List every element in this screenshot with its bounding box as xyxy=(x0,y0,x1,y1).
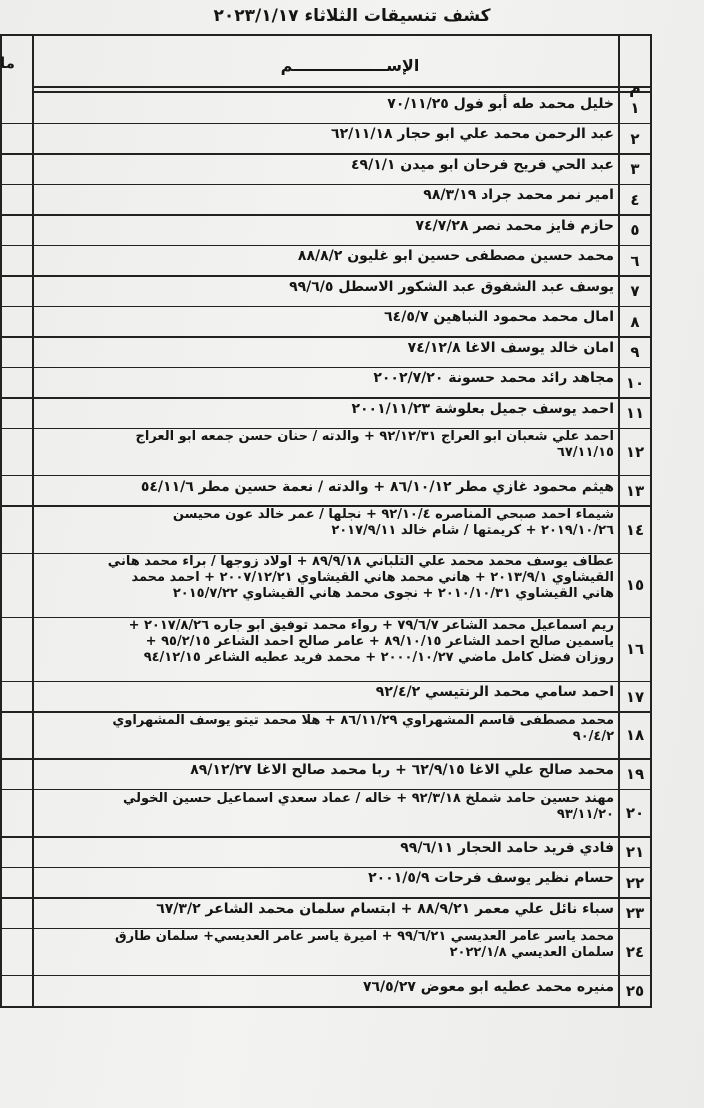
header-divider xyxy=(32,86,650,88)
row-number-cell: ٢٤ xyxy=(625,942,645,961)
table-row xyxy=(0,245,652,275)
row-name-cell xyxy=(34,712,618,759)
row-name-line: ٢٠١٩/١٠/٢٦ + كريمتها / شام خالد ٢٠١٧/٩/١١ xyxy=(331,523,614,539)
row-name-line: محمد مصطفى قاسم المشهراوي ٨٦/١١/٢٩ + هلا محمد تيتو يوسف المشهراوي xyxy=(112,712,614,728)
row-name-line: امال محمد محمود النباهين ٦٤/٥/٧ xyxy=(384,309,614,326)
row-name-line: مجاهد رائد محمد حسونة ٢٠٠٢/٧/٢٠ xyxy=(373,370,614,387)
row-name-line: هاني القيشاوي ٢٠١٠/١٠/٣١ + نجوى محمد هاني القيشاوي ٢٠١٥/٧/٢٢ xyxy=(172,586,614,602)
row-number-cell: ٢٥ xyxy=(625,981,645,1000)
row-number-cell: ٧ xyxy=(630,282,640,301)
row-name-line: ٦٧/١١/١٥ xyxy=(556,445,614,461)
row-number-cell: ١٥ xyxy=(625,576,645,595)
table-row xyxy=(0,506,652,553)
row-name-line: محمد ياسر عامر العديسي ٩٩/٦/٢١ + اميرة ياسر عامر العديسي+ سلمان طارق xyxy=(115,929,614,945)
table-row xyxy=(0,215,652,245)
row-name-cell xyxy=(34,759,618,789)
table-row xyxy=(0,154,652,184)
table-row xyxy=(0,976,652,1006)
row-name-cell xyxy=(34,398,618,428)
row-name-cell xyxy=(34,276,618,306)
name-column-header: الإســـــــــــــــــم xyxy=(280,56,420,75)
row-name-line: روزان فضل كامل ماضي ٢٠٠٠/١٠/٢٧ + محمد فريد عطيه الشاعر ٩٤/١٢/١٥ xyxy=(143,650,614,666)
row-name-cell xyxy=(34,976,618,1006)
row-name-cell xyxy=(34,245,618,275)
table-row xyxy=(0,928,652,975)
row-name-line: احمد سامي محمد الرنتيسي ٩٢/٤/٢ xyxy=(375,684,614,701)
row-name-cell xyxy=(34,867,618,897)
row-name-cell xyxy=(34,184,618,214)
row-number-cell: ١ xyxy=(630,99,640,118)
row-name-cell xyxy=(34,428,618,475)
row-number-cell: ١٤ xyxy=(625,520,645,539)
row-name-line: منيره محمد عطيه ابو معوض ٧٦/٥/٢٧ xyxy=(362,978,614,995)
row-number-cell: ١٠ xyxy=(625,373,645,392)
row-number-cell: ١٣ xyxy=(625,481,645,500)
row-name-cell xyxy=(34,790,618,837)
row-name-cell xyxy=(34,367,618,397)
table-row xyxy=(0,123,652,153)
row-name-line: احمد علي شعبان ابو العراج ٩٢/١٢/٣١ + والدته / حنان حسن جمعه ابو العراج xyxy=(135,429,614,445)
row-name-line: شيماء احمد صبحي المناصره ٩٢/١٠/٤ + نجلها / عمر خالد عون محيسن xyxy=(172,507,614,523)
extra-column-header: ما xyxy=(0,54,15,72)
row-name-cell xyxy=(34,681,618,711)
table-row xyxy=(0,93,652,123)
table-row xyxy=(0,398,652,428)
row-number-cell: ٨ xyxy=(630,312,640,331)
table-row xyxy=(0,617,652,681)
row-number-cell: ٢١ xyxy=(625,843,645,862)
row-name-line: محمد حسين مصطفى حسين ابو غليون ٨٨/٨/٢ xyxy=(297,248,614,265)
row-name-cell xyxy=(34,337,618,367)
table-row xyxy=(0,790,652,837)
row-name-line: خليل محمد طه أبو فول ٧٠/١١/٢٥ xyxy=(387,96,614,112)
row-name-cell xyxy=(34,506,618,553)
row-name-cell xyxy=(34,306,618,336)
row-name-cell xyxy=(34,123,618,153)
row-name-cell xyxy=(34,553,618,617)
row-name-line: هيثم محمود غازي مطر ٨٦/١٠/١٢ + والدته / نعمة حسين مطر ٥٤/١١/٦ xyxy=(140,478,614,495)
table-row xyxy=(0,837,652,867)
row-name-line: فادي فريد حامد الحجار ٩٩/٦/١١ xyxy=(400,839,614,856)
table-row xyxy=(0,759,652,789)
row-name-line: محمد صالح علي الاغا ٦٢/٩/١٥ + ربا محمد صالح الاغا ٨٩/١٢/٢٧ xyxy=(190,762,614,779)
row-name-cell xyxy=(34,898,618,928)
row-name-line: امان خالد يوسف الاغا ٧٤/١٢/٨ xyxy=(407,339,614,356)
row-name-line: امير نمر محمد جراد ٩٨/٣/١٩ xyxy=(423,187,614,204)
table-row xyxy=(0,867,652,897)
row-name-cell xyxy=(34,154,618,184)
row-number-cell: ١٩ xyxy=(625,765,645,784)
row-number-cell: ٤ xyxy=(630,190,640,209)
row-name-line: ياسمين صالح احمد الشاعر ٨٩/١٠/١٥ + عامر صالح احمد الشاعر ٩٥/٢/١٥ + xyxy=(145,634,614,650)
row-name-line: سباء نائل علي معمر ٨٨/٩/٢١ + ابتسام سلمان محمد الشاعر ٦٧/٣/٢ xyxy=(156,900,614,917)
row-name-line: ريم اسماعيل محمد الشاعر ٧٩/٦/٧ + رواء محمد توفيق ابو جاره ٢٠١٧/٨/٢٦ + xyxy=(128,618,614,634)
row-name-line: عبد الرحمن محمد علي ابو حجار ٦٢/١١/١٨ xyxy=(331,126,614,143)
row-number-cell: ٢ xyxy=(630,129,640,148)
row-name-line: مهند حسين حامد شملخ ٩٢/٣/١٨ + خاله / عماد سعدي اسماعيل حسين الخولي xyxy=(123,790,614,806)
row-name-cell xyxy=(34,928,618,975)
row-name-cell xyxy=(34,93,618,123)
row-number-cell: ٩ xyxy=(630,343,640,362)
table-row xyxy=(0,428,652,475)
row-name-line: حازم فايز محمد نصر ٧٤/٧/٢٨ xyxy=(415,217,614,234)
row-name-line: سلمان العديسي ٢٠٢٢/١/٨ xyxy=(449,945,614,961)
row-name-line: عطاف يوسف محمد محمد علي التلباني ٨٩/٩/١٨ + اولاد زوجها / براء محمد هاني xyxy=(107,554,614,570)
row-name-line: عبد الحي فريح فرحان ابو ميدن ٤٩/١/١ xyxy=(351,156,614,173)
table-row xyxy=(0,553,652,617)
row-number-cell: ١٦ xyxy=(625,640,645,659)
row-number-cell: ١٨ xyxy=(625,726,645,745)
row-name-cell xyxy=(34,215,618,245)
row-number-cell: ١١ xyxy=(625,404,645,423)
row-number-cell: ٢٢ xyxy=(625,873,645,892)
row-name-line: القيشاوي ٢٠١٣/٩/١ + هاني محمد هاني القيشاوي ٢٠٠٧/١٢/٢١ + احمد محمد xyxy=(131,570,614,586)
table-row xyxy=(0,337,652,367)
table-row xyxy=(0,184,652,214)
row-name-cell xyxy=(34,476,618,506)
row-name-line: يوسف عبد الشفوق عبد الشكور الاسطل ٩٩/٦/٥ xyxy=(289,278,614,295)
row-name-line: احمد يوسف جميل بعلوشة ٢٠٠١/١١/٢٣ xyxy=(351,400,614,417)
table-row xyxy=(0,898,652,928)
row-number-cell: ١٧ xyxy=(625,687,645,706)
row-number-cell: ١٢ xyxy=(625,442,645,461)
row-name-cell xyxy=(34,617,618,681)
row-name-line: حسام نظير يوسف فرحات ٢٠٠١/٥/٩ xyxy=(368,870,614,887)
document-title: كشف تنسيقات الثلاثاء ٢٠٢٣/١/١٧ xyxy=(213,6,491,26)
table-row xyxy=(0,476,652,506)
row-number-cell: ٣ xyxy=(630,160,640,179)
table-row xyxy=(0,712,652,759)
table-row xyxy=(0,306,652,336)
row-number-cell: ٢٣ xyxy=(625,904,645,923)
table-row xyxy=(0,276,652,306)
row-number-cell: ٢٠ xyxy=(625,804,645,823)
row-number-cell: ٥ xyxy=(630,221,640,240)
row-name-line: ٩٣/١١/٢٠ xyxy=(556,806,614,822)
row-name-line: ٩٠/٤/٢ xyxy=(572,728,614,744)
table-row xyxy=(0,681,652,711)
number-column-header: م xyxy=(629,78,641,97)
coordination-table xyxy=(0,34,652,1008)
table-row xyxy=(0,367,652,397)
row-name-cell xyxy=(34,837,618,867)
row-number-cell: ٦ xyxy=(630,251,640,270)
